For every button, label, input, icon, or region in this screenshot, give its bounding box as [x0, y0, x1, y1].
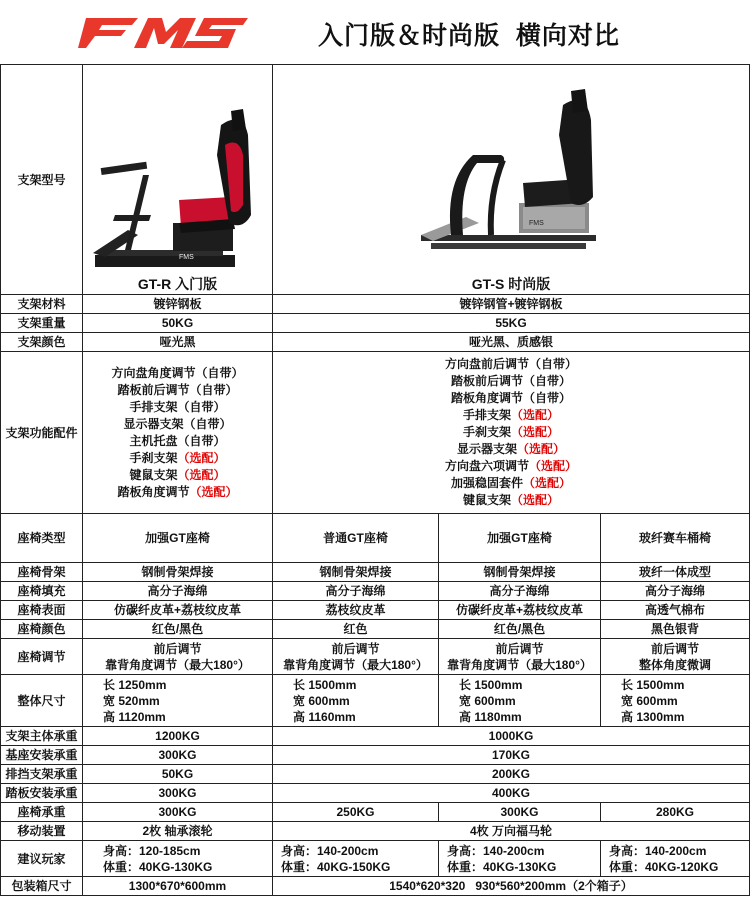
feature-item: 踏板角度调节（自带）	[450, 391, 572, 405]
feature-item: 踏板角度调节（选配）	[117, 484, 238, 499]
feature-item: 键鼠支架（选配）	[462, 493, 560, 507]
row-label: 支架材料	[1, 295, 83, 314]
seat-load-4: 280KG	[601, 803, 750, 822]
row-label: 座椅类型	[1, 514, 83, 563]
row-label: 座椅表面	[1, 601, 83, 620]
row-label: 支架重量	[1, 314, 83, 333]
seat-adjust-4: 前后调节 整体角度微调	[601, 639, 750, 675]
mobility-row	[1, 822, 750, 841]
players-4: 身高：140-200cm 体重：40KG-120KG	[601, 841, 750, 877]
gtr-rig-image	[93, 105, 263, 275]
gts-weight: 55KG	[273, 314, 750, 333]
feature-item: 手排支架（选配）	[462, 408, 560, 422]
size-3: 长 1500mm 宽 600mm 高 1180mm	[439, 675, 601, 727]
row-label: 支架颜色	[1, 333, 83, 352]
seat-load-2: 250KG	[273, 803, 439, 822]
gts-material: 镀锌钢管+镀锌钢板	[273, 295, 750, 314]
players-3: 身高：140-200cm 体重：40KG-130KG	[439, 841, 601, 877]
fms-logo	[78, 14, 248, 52]
gtr-main-load: 1200KG	[83, 727, 273, 746]
gtr-base-load: 300KG	[83, 746, 273, 765]
gts-mobility: 4枚 万向福马轮	[273, 822, 750, 841]
row-label: 支架主体承重	[1, 727, 83, 746]
feature-item: 显示器支架（自带）	[123, 416, 232, 431]
seat-adjust-1: 前后调节 靠背角度调节（最大180°）	[83, 639, 273, 675]
players-row	[1, 841, 750, 877]
gtr-model-name: GT-R 入门版	[137, 276, 218, 292]
gtr-shifter-load: 50KG	[83, 765, 273, 784]
size-4: 长 1500mm 宽 600mm 高 1300mm	[601, 675, 750, 727]
feature-item: 主机托盘（自带）	[129, 433, 226, 448]
seat-surface-4: 高透气棉布	[601, 601, 750, 620]
seat-fill-row	[1, 582, 750, 601]
seat-color-1: 红色/黑色	[83, 620, 273, 639]
svg-text:FMS: FMS	[529, 220, 544, 227]
gts-model-name: GT-S 时尚版	[471, 276, 551, 292]
model-row	[1, 65, 750, 295]
seat-color-2: 红色	[273, 620, 439, 639]
main-load-row	[1, 727, 750, 746]
players-1: 身高：120-185cm 体重：40KG-130KG	[83, 841, 273, 877]
row-label: 座椅填充	[1, 582, 83, 601]
gts-rig-image	[411, 85, 611, 275]
color-row	[1, 333, 750, 352]
row-label: 移动装置	[1, 822, 83, 841]
size-1: 长 1250mm 宽 520mm 高 1120mm	[83, 675, 273, 727]
seat-type-3: 加强GT座椅	[439, 514, 601, 563]
spec-table	[0, 64, 750, 896]
seat-adjust-2: 前后调节 靠背角度调节（最大180°）	[273, 639, 439, 675]
gts-model-cell	[273, 65, 750, 295]
feature-item: 键鼠支架（选配）	[129, 467, 226, 482]
players-2: 身高：140-200cm 体重：40KG-150KG	[273, 841, 439, 877]
page-title: 入门版＆时尚版 横向对比	[318, 22, 620, 50]
seat-load-1: 300KG	[83, 803, 273, 822]
page-header	[0, 0, 750, 64]
gts-pedal-load: 400KG	[273, 784, 750, 803]
feature-item: 踏板前后调节（自带）	[450, 374, 572, 388]
features-row	[1, 352, 750, 514]
gts-package: 1540*620*320 930*560*200mm（2个箱子）	[273, 877, 750, 896]
feature-item: 方向盘六项调节（选配）	[444, 459, 578, 473]
feature-item: 方向盘角度调节（自带）	[111, 365, 244, 380]
seat-frame-2: 钢制骨架焊接	[273, 563, 439, 582]
seat-surface-row	[1, 601, 750, 620]
seat-adjust-3: 前后调节 靠背角度调节（最大180°）	[439, 639, 601, 675]
pedal-load-row	[1, 784, 750, 803]
gtr-features	[83, 352, 273, 514]
gts-main-load: 1000KG	[273, 727, 750, 746]
seat-type-row	[1, 514, 750, 563]
row-label: 座椅承重	[1, 803, 83, 822]
seat-fill-4: 高分子海绵	[601, 582, 750, 601]
gtr-mobility: 2枚 轴承滚轮	[83, 822, 273, 841]
row-label: 座椅调节	[1, 639, 83, 675]
seat-type-1: 加强GT座椅	[83, 514, 273, 563]
row-label: 排挡支架承重	[1, 765, 83, 784]
seat-load-row	[1, 803, 750, 822]
gtr-pedal-load: 300KG	[83, 784, 273, 803]
feature-item: 方向盘前后调节（自带）	[444, 357, 578, 371]
feature-item: 显示器支架（选配）	[456, 442, 566, 456]
seat-color-4: 黑色银背	[601, 620, 750, 639]
gts-base-load: 170KG	[273, 746, 750, 765]
gtr-material: 镀锌钢板	[83, 295, 273, 314]
row-label: 座椅骨架	[1, 563, 83, 582]
row-label: 包装箱尺寸	[1, 877, 83, 896]
svg-text:FMS: FMS	[178, 254, 194, 261]
base-load-row	[1, 746, 750, 765]
row-label: 踏板安装承重	[1, 784, 83, 803]
seat-adjust-row	[1, 639, 750, 675]
shifter-load-row	[1, 765, 750, 784]
row-label: 基座安装承重	[1, 746, 83, 765]
seat-color-3: 红色/黑色	[439, 620, 601, 639]
seat-frame-4: 玻纤一体成型	[601, 563, 750, 582]
row-label: 座椅颜色	[1, 620, 83, 639]
seat-fill-3: 高分子海绵	[439, 582, 601, 601]
size-row	[1, 675, 750, 727]
weight-row	[1, 314, 750, 333]
seat-load-3: 300KG	[439, 803, 601, 822]
package-row	[1, 877, 750, 896]
row-label: 建议玩家	[1, 841, 83, 877]
gts-shifter-load: 200KG	[273, 765, 750, 784]
feature-item: 踏板前后调节（自带）	[117, 382, 238, 397]
gtr-weight: 50KG	[83, 314, 273, 333]
seat-fill-1: 高分子海绵	[83, 582, 273, 601]
row-label: 支架功能配件	[1, 352, 83, 514]
seat-fill-2: 高分子海绵	[273, 582, 439, 601]
row-label: 支架型号	[1, 65, 83, 295]
seat-frame-1: 钢制骨架焊接	[83, 563, 273, 582]
feature-item: 手排支架（自带）	[129, 399, 226, 414]
gts-features	[273, 352, 750, 514]
seat-frame-row	[1, 563, 750, 582]
seat-type-2: 普通GT座椅	[273, 514, 439, 563]
feature-item: 手刹支架（选配）	[462, 425, 560, 439]
seat-surface-2: 荔枝纹皮革	[273, 601, 439, 620]
seat-frame-3: 钢制骨架焊接	[439, 563, 601, 582]
row-label: 整体尺寸	[1, 675, 83, 727]
material-row	[1, 295, 750, 314]
feature-item: 加强稳固套件（选配）	[450, 476, 572, 490]
seat-surface-3: 仿碳纤皮革+荔枝纹皮革	[439, 601, 601, 620]
seat-type-4: 玻纤赛车桶椅	[601, 514, 750, 563]
seat-color-row	[1, 620, 750, 639]
seat-surface-1: 仿碳纤皮革+荔枝纹皮革	[83, 601, 273, 620]
size-2: 长 1500mm 宽 600mm 高 1160mm	[273, 675, 439, 727]
feature-item: 手刹支架（选配）	[129, 450, 226, 465]
gtr-color: 哑光黑	[83, 333, 273, 352]
gts-color: 哑光黑、质感银	[273, 333, 750, 352]
gtr-package: 1300*670*600mm	[83, 877, 273, 896]
gtr-model-cell	[83, 65, 273, 295]
